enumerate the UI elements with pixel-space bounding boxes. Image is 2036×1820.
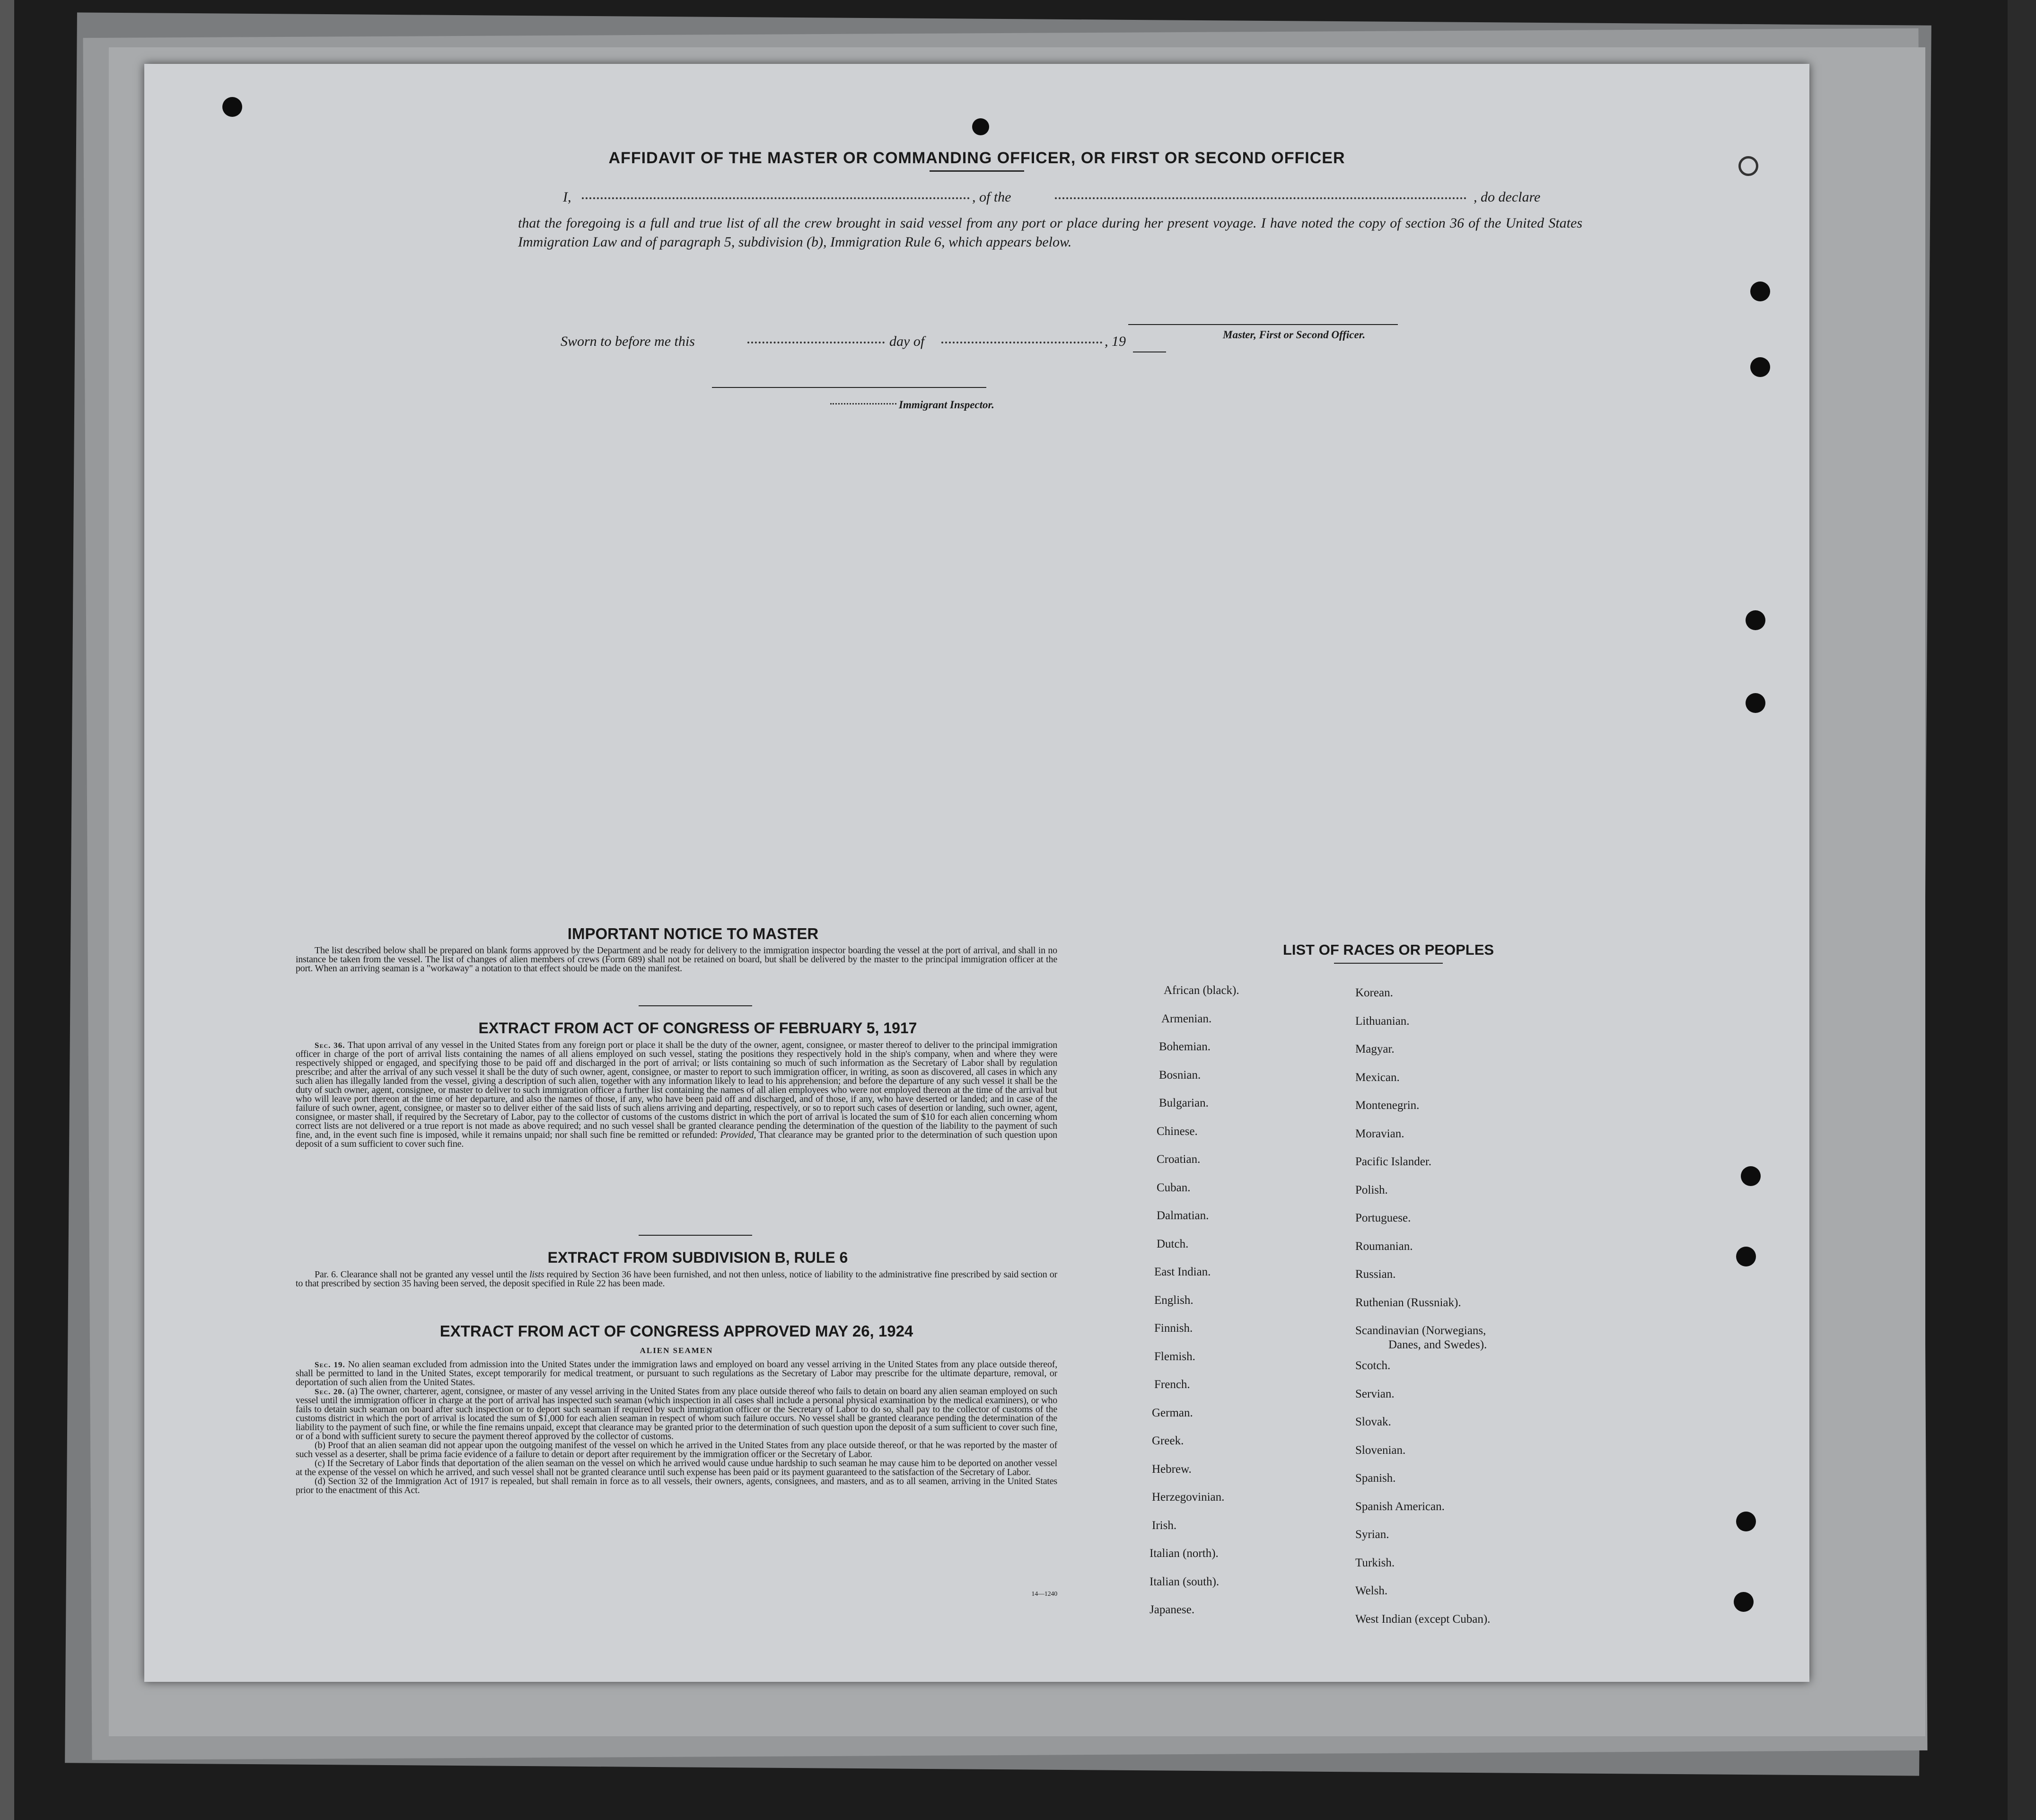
race-item: Syrian. [1355,1528,1389,1541]
race-item: Bulgarian. [1159,1097,1209,1109]
punch-hole [1746,610,1765,630]
extract-1917-title: EXTRACT FROM ACT OF CONGRESS OF FEBRUARY 5, 1917 [478,1020,917,1037]
sec-36-text: That upon arrival of any vessel in the United States from any foreign port or place it shall be the duty of the owner, agent, consignee, or master thereof to deliver to the principal immigration officer in charge of the port of arrival lists containing the names of all aliens employed on such vessel, stating the positions they respectively hold in the ship's company, when and where they were respectively shipped or engaged, and specifying those to be paid off and discharged in the port of arrival; or lists containing so much of such information as the Secretary of Labor shall by regulation prescribe; and after the arrival of any such vessel it shall be the duty of such owner, agent, consignee, or master to report to such immigration officer, in writing, as soon as discovered, all cases in which any such alien has illegally landed from the vessel, giving a description of such alien, together with any information likely to lead to his apprehension; and before the departure of any such vessel it shall be the duty of such owner, agent, consignee, or master to deliver to such immigration officer a further list containing the names of all alien employees who were not employed thereon at the time of the arrival but who will leave port thereon at the time of her departure, and also the names of those, if any, who have been paid off and discharged, and of those, if any, who have deserted or landed; and in case of the failure of such owner, agent, consignee, or master so to deliver either of the said lists of such aliens arriving and departing, respectively, or so to report such cases of desertion or landing, such owner, agent, consignee, or master shall, if required by the Secretary of Labor, pay to the collector of customs of the customs district in which the port of arrival is located the sum of $10 for each alien concerning whom correct lists are not delivered or a true report is not made as above required; and no such vessel shall be granted clearance pending the determination of the question of the liability to the payment of such fine, and, in the event such fine is imposed, while it remains unpaid; nor shall such fine be remitted or refunded: [296,1040,1057,1140]
sec-36-text-end: That clearance may be granted prior to the determination of such question upon deposit of a sum sufficient to cover such fine. [296,1130,1057,1149]
punch-hole [1736,1247,1756,1266]
race-item: Danes, and Swedes). [1388,1338,1487,1351]
race-item: Welsh. [1355,1584,1388,1597]
scan-right-edge [2008,0,2036,1820]
manifest-sheet [144,64,1809,1682]
punch-hole [972,118,989,135]
race-item: Scotch. [1355,1359,1391,1372]
notice-body [296,946,1057,973]
race-item: West Indian (except Cuban). [1355,1612,1491,1626]
race-item: Bosnian. [1159,1068,1201,1081]
affidavit-body: that the foregoing is a full and true list of all the crew brought in said vessel from any port or place during her present voyage. I have noted the copy of section 36 of the United States Immigration Law and of paragraph 5, subdivision (b), Immigration Rule 6, which appears below. [518,215,1582,250]
race-item: Portuguese. [1355,1212,1411,1224]
punch-hole [1746,693,1765,713]
race-item: Mexican. [1355,1071,1400,1084]
notice-title: IMPORTANT NOTICE TO MASTER [567,925,819,942]
race-item: Turkish. [1355,1556,1395,1569]
race-item: Spanish. [1355,1472,1396,1485]
race-item: Magyar. [1355,1043,1395,1055]
race-item: Bohemian. [1159,1040,1211,1053]
race-item: Italian (south). [1150,1575,1220,1588]
race-item: Hebrew. [1152,1462,1192,1476]
race-item: Irish. [1152,1519,1177,1532]
extract-rule6-body [296,1270,1057,1288]
divider [639,1005,752,1006]
sec-20-label: Sec. 20. [315,1387,345,1396]
race-item: Lithuanian. [1355,1014,1410,1028]
punch-hole [1736,1512,1756,1531]
year-prefix: , 19 [1105,334,1126,349]
sec-20a-text: (a) The owner, charterer, agent, consignee, or master of any vessel arriving in the United States from any place outside thereof who fails to detain on board any alien seaman employed on such vessel until the immigration officer in charge at the port of arrival has inspected such seaman (which inspection in all cases shall include a personal physical examination by the medical examiners), or who fails to detain such seaman on board after such inspection or to deport such seaman if required by such immigration officer or the Secretary of Labor to do so, shall pay to the collector of customs of the customs district in which the port of arrival is located the sum of $1,000 for each alien seaman in respect of whom such failure occurs. No vessel shall be granted clearance pending the determination of the liability to the payment of such fine, or while the fine remains unpaid, except that clearance may be granted prior to the determination of such question upon the deposit of a sum sufficient to cover such fine, or of a bond with sufficient surety to secure the payment thereof approved by the collector of customs. [296,1386,1057,1442]
sec-19-text: No alien seaman excluded from admission into the United States under the immigration laws and employed on board any vessel arriving in the United States from any place outside thereof, shall be permitted to land in the United States, except temporarily for medical treatment, or pursuant to such regulations as the Secretary of Labor may prescribe for the ultimate departure, removal, or deportation of such alien from the United States. [296,1359,1058,1388]
race-item: Slovenian. [1355,1443,1406,1457]
scan-left-edge [0,0,14,1820]
race-item: Scandinavian (Norwegians, [1355,1324,1486,1337]
punch-hole [1750,281,1770,301]
sec-20d-text: (d) Section 32 of the Immigration Act of 1917 is repealed, but shall remain in force as to all vessels, their owners, agents, consignees, and masters, and as to all seamen, arriving in the United States prior to the enactment of this Act. [296,1476,1057,1495]
races-title: LIST OF RACES OR PEOPLES [1282,941,1494,958]
race-item: Servian. [1355,1387,1395,1400]
race-item: Chinese. [1157,1125,1198,1138]
sworn-text: Sworn to before me this [561,334,695,349]
extract-1924-title: EXTRACT FROM ACT OF CONGRESS APPROVED MAY 26, 1924 [439,1322,913,1340]
race-item: Japanese. [1150,1603,1195,1616]
affidavit-of-the: , of the [972,189,1011,205]
race-item: Finnish. [1154,1322,1193,1335]
alien-seamen-subtitle: ALIEN SEAMEN [640,1346,713,1355]
punch-hole [1750,357,1770,377]
day-of-text: day of [889,334,925,349]
name-blank[interactable] [582,197,970,199]
form-number: 14—1240 [1031,1591,1057,1598]
affidavit-i: I, [563,189,571,205]
sec-20b-text: (b) Proof that an alien seaman did not appear upon the outgoing manifest of the vessel on which he arrived in the United States from any place outside thereof, or that he was reported by the master of such vessel as a deserter, shall be prima facie evidence of a failure to detain or deport after requirement by the immigration officer or the Secretary of Labor. [296,1440,1057,1460]
race-item: English. [1154,1293,1194,1307]
races-underline [1334,963,1443,964]
inspector-label: Immigrant Inspector. [899,399,994,411]
race-item: Montenegrin. [1355,1099,1420,1112]
race-item: Dutch. [1157,1237,1189,1250]
rule6-text-a: Par. 6. Clearance shall not be granted any vessel until the [315,1269,527,1280]
extract-rule6-title: EXTRACT FROM SUBDIVISION B, RULE 6 [547,1249,848,1266]
lists-word: lists [529,1269,544,1280]
punch-hole [1741,1166,1761,1186]
race-item: Croatian. [1157,1153,1201,1166]
race-item: Polish. [1355,1183,1388,1196]
sec-36-label: Sec. 36. [315,1041,345,1050]
sec-19-label: Sec. 19. [315,1360,345,1369]
race-item: Cuban. [1157,1181,1191,1194]
extract-1917-body [296,1041,1057,1149]
race-item: Herzegovinian. [1152,1491,1225,1503]
race-item: Moravian. [1355,1127,1404,1140]
race-item: East Indian. [1154,1266,1211,1278]
punch-hole [1734,1592,1754,1612]
sec-20c-text: (c) If the Secretary of Labor finds that deportation of the alien seaman on the vessel on which he arrived would cause undue hardship to such seaman he may cause him to be deported on another vessel at the expense of the vessel on which he arrived, and such vessel shall not be granted clearance until such expense has been paid or its payment guaranteed to the satisfaction of the Secretary of Labor. [296,1458,1057,1477]
race-item: Armenian. [1161,1012,1212,1025]
sworn-month-blank[interactable] [941,342,1102,343]
punch-hole [222,97,242,117]
affidavit-do-declare: , do declare [1474,189,1541,205]
race-item: Pacific Islander. [1355,1155,1432,1168]
extract-1924-body [296,1360,1057,1495]
race-item: Flemish. [1154,1350,1195,1363]
race-item: French. [1154,1378,1190,1391]
vessel-blank[interactable] [1055,197,1466,199]
race-item: Russian. [1355,1268,1396,1281]
race-item: Ruthenian (Russniak). [1355,1296,1461,1309]
provided-word: Provided, [720,1130,756,1140]
affidavit-title: AFFIDAVIT OF THE MASTER OR COMMANDING OFFICER, OR FIRST OR SECOND OFFICER [608,149,1345,167]
master-label: Master, First or Second Officer. [1223,329,1366,341]
race-item: Greek. [1152,1434,1184,1447]
race-item: Italian (north). [1150,1547,1219,1560]
race-item: Spanish American. [1355,1500,1445,1513]
race-item: Dalmatian. [1157,1209,1209,1222]
title-underline [930,170,1024,172]
rule6-text-b: required by Section 36 have been furnished, and not then unless, notice of liability to the administrative fine prescribed by said section or to that prescribed by section 35 having been served, the deposit specified in Rule 22 has been made. [296,1269,1057,1289]
race-item: Korean. [1355,986,1393,999]
notice-text: The list described below shall be prepared on blank forms approved by the Department and be ready for delivery to the immigration inspector boarding the vessel at the port of arrival, and shall in no instance be taken from the vessel. The list of changes of alien members of crews (Form 689) shall not be retained on board, but shall be delivered by the master to the principal immigration officer at the port. When an arriving seaman is a "workaway" a notation to that effect should be made on the manifest. [296,945,1057,974]
divider [639,1235,752,1236]
race-item: African (black). [1164,984,1239,997]
inspector-leader [830,403,896,404]
sworn-day-blank[interactable] [747,342,885,343]
race-item: Slovak. [1355,1416,1391,1428]
race-item: German. [1152,1406,1193,1419]
race-item: Roumanian. [1355,1240,1413,1253]
master-signature-line[interactable] [1128,324,1398,325]
inspector-signature-line[interactable] [712,387,986,388]
